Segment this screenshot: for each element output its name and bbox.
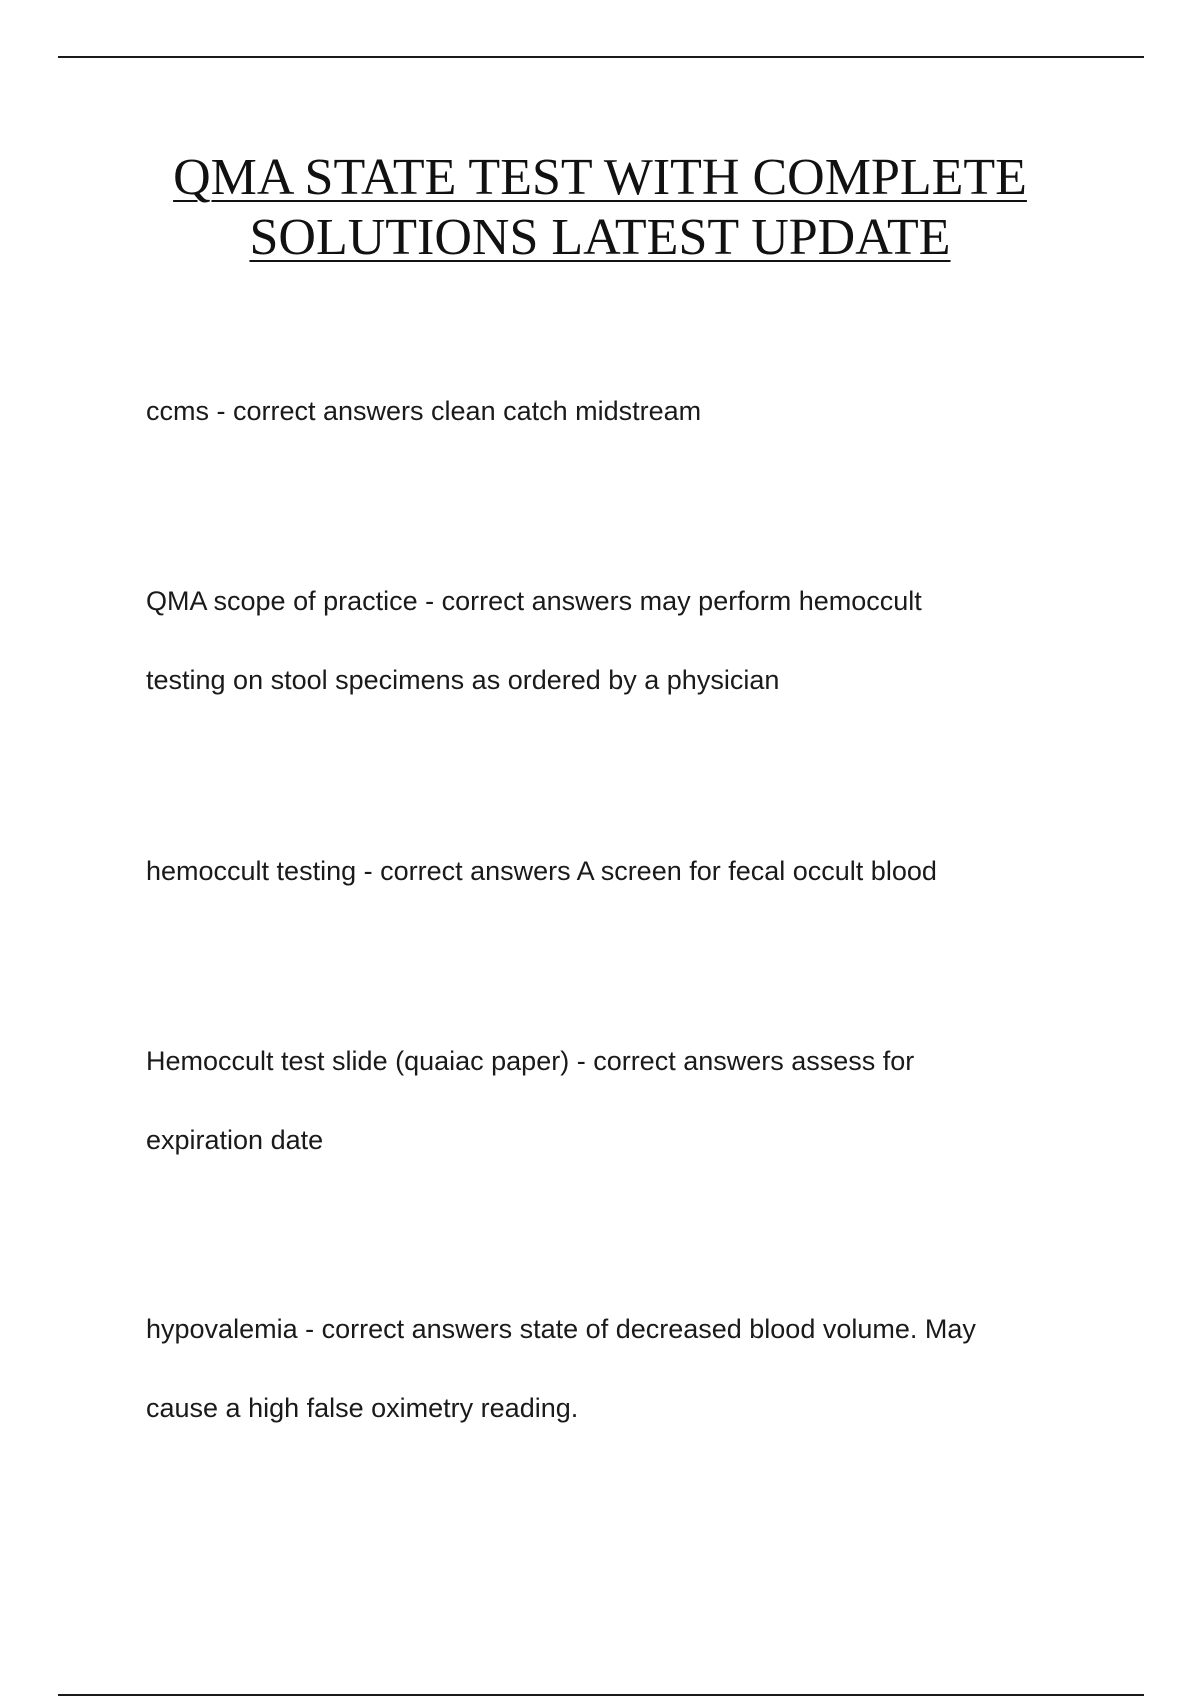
qa-line: Hemoccult test slide (quaiac paper) - correct answers assess for (146, 1046, 915, 1076)
document-title (100, 148, 1100, 268)
top-rule (58, 56, 1144, 58)
qa-entry-hemoccult-test-slide (146, 1022, 1086, 1180)
qa-entry-hemoccult-testing (146, 832, 1086, 911)
title-line-1: QMA STATE TEST WITH COMPLETE (173, 149, 1027, 206)
title-line-2: SOLUTIONS LATEST UPDATE (249, 209, 951, 266)
qa-entry-ccms (146, 372, 1086, 451)
qa-line: QMA scope of practice - correct answers may perform hemoccult (146, 586, 922, 616)
qa-line: expiration date (146, 1125, 324, 1155)
qa-line: testing on stool specimens as ordered by a physician (146, 665, 780, 695)
qa-line: cause a high false oximetry reading. (146, 1393, 579, 1423)
qa-line: hemoccult testing - correct answers A screen for fecal occult blood (146, 856, 937, 886)
qa-entry-qma-scope-of-practice (146, 562, 1086, 720)
qa-entry-hypovalemia (146, 1290, 1086, 1448)
qa-line: ccms - correct answers clean catch midstream (146, 396, 702, 426)
qa-line: hypovalemia - correct answers state of decreased blood volume. May (146, 1314, 976, 1344)
bottom-rule (58, 1694, 1144, 1696)
